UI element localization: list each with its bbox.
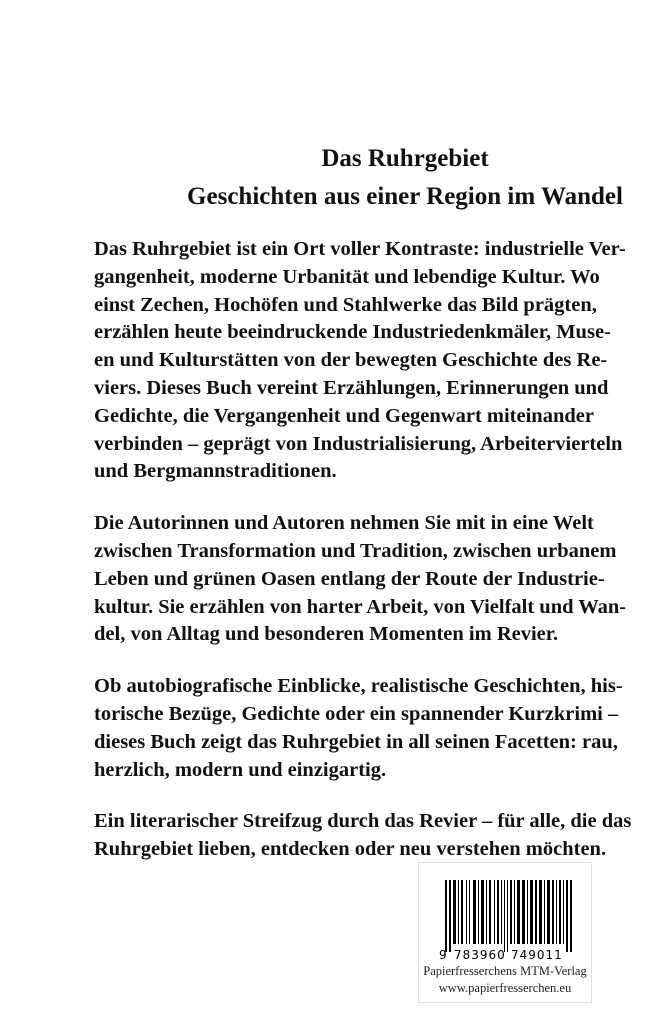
text-line: Ein literarischer Streifzug durch das Revier – für alle, die das [94, 810, 632, 833]
book-subtitle: Geschichten aus einer Region im Wandel [187, 183, 623, 210]
text-line: herzlich, modern und einzigartig. [94, 758, 387, 781]
text-line: einst Zechen, Hochöfen und Stahlwerke das Bild prägten, [94, 293, 597, 316]
text-line: Ob autobiografische Einblicke, realistische Geschichten, his- [94, 675, 623, 698]
text-line: kultur. Sie erzählen von harter Arbeit, von Vielfalt und Wan- [94, 595, 627, 618]
blurb-paragraph-1 [94, 236, 626, 486]
barcode-right-digits: 749011 [511, 948, 563, 960]
text-line: Ruhrgebiet lieben, entdecken oder neu verstehen möchten. [94, 838, 607, 861]
blurb-paragraph-4 [94, 808, 632, 864]
text-line: erzählen heute beeindruckende Industriedenkmäler, Muse- [94, 321, 611, 344]
isbn-barcode-box [418, 862, 592, 1003]
text-line: torische Bezüge, Gedichte oder ein spannender Kurzkrimi – [94, 702, 619, 725]
blurb-text [94, 236, 632, 888]
text-line: del, von Alltag und besonderen Momenten im Revier. [94, 623, 559, 646]
publisher-website: www.papierfresserchen.eu [438, 981, 572, 995]
text-line: viers. Dieses Buch vereint Erzählungen, Erinnerungen und [94, 376, 609, 399]
publisher-name: Papierfresserchens MTM-Verlag [423, 964, 587, 978]
barcode-lead-digit: 9 [439, 948, 447, 960]
book-title-block [0, 140, 660, 216]
text-line: verbinden – geprägt von Industrialisierung, Arbeitervierteln [94, 432, 623, 455]
blurb-paragraph-2 [94, 510, 627, 649]
text-line: Leben und grünen Oasen entlang der Route der Industrie- [94, 567, 605, 590]
text-line: en und Kulturstätten von der bewegten Geschichte des Re- [94, 349, 608, 372]
text-line: zwischen Transformation und Tradition, zwischen urbanem [94, 539, 617, 562]
publisher-info [419, 963, 591, 997]
text-line: Die Autorinnen und Autoren nehmen Sie mit in eine Welt [94, 512, 594, 535]
text-line: Das Ruhrgebiet ist ein Ort voller Kontraste: industrielle Ver- [94, 238, 626, 260]
text-line: und Bergmannstraditionen. [94, 460, 337, 483]
barcode-left-digits: 783960 [454, 948, 506, 960]
text-line: Gedichte, die Vergangenheit und Gegenwart miteinander [94, 404, 594, 427]
book-title: Das Ruhrgebiet [321, 145, 489, 172]
text-line: dieses Buch zeigt das Ruhrgebiet in all seinen Facetten: rau, [94, 730, 618, 753]
blurb-paragraph-3 [94, 673, 623, 784]
text-line: gangenheit, moderne Urbanität und lebendige Kultur. Wo [94, 265, 600, 288]
barcode-icon [439, 880, 575, 960]
